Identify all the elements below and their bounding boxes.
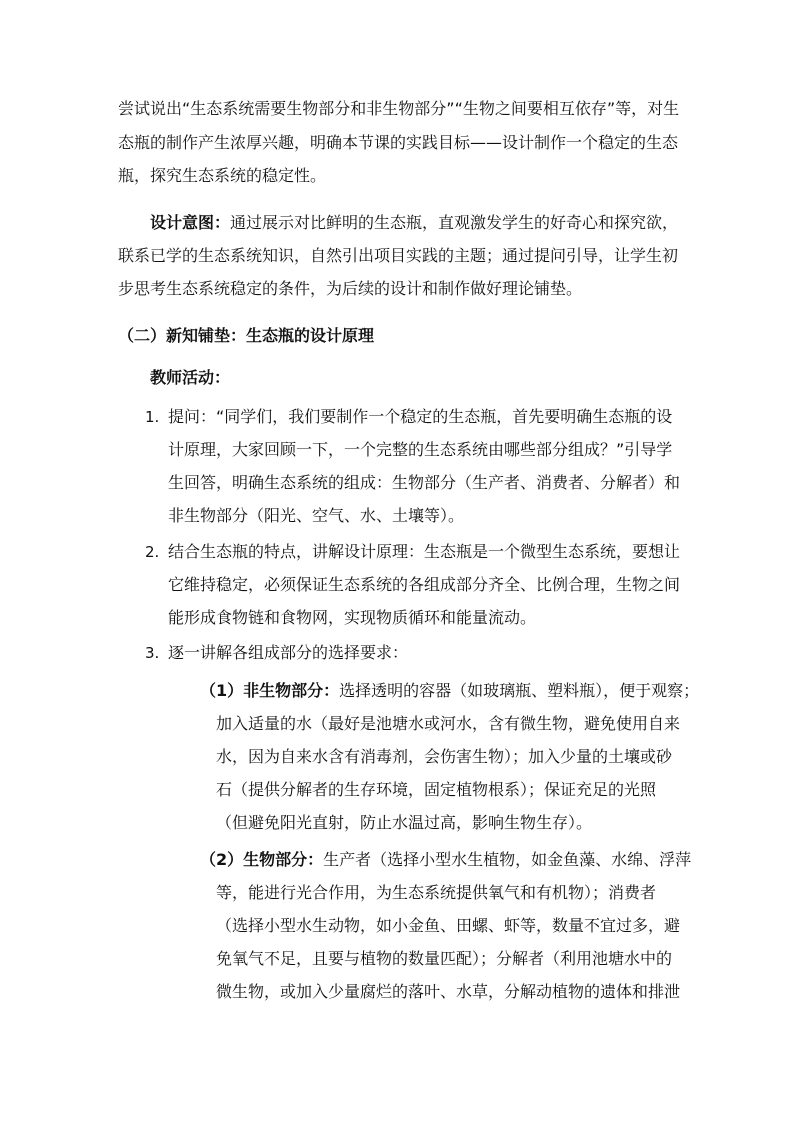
subitem-1-line-2: 加入适量的水（最好是池塘水或河水，含有微生物，避免使用自来 — [216, 714, 681, 733]
teacher-activity-label: 教师活动： — [150, 368, 231, 387]
subitem-2-label: （2）生物部分： — [200, 850, 324, 869]
item-1-line-2: 计原理，大家回顾一下，一个完整的生态系统由哪些部分组成？”引导学 — [168, 440, 673, 459]
intro-line-3: 瓶，探究生态系统的稳定性。 — [118, 166, 327, 185]
subitem-2-line-3: （选择小型水生动物，如小金鱼、田螺、虾等，数量不宜过多，避 — [216, 916, 681, 935]
subitem-1-label: （1）非生物部分： — [200, 681, 340, 700]
design-intent-line-3: 步思考生态系统稳定的条件，为后续的设计和制作做好理论铺垫。 — [118, 279, 583, 298]
item-2-line-1: 结合生态瓶的特点，讲解设计原理：生态瓶是一个微型生态系统，要想让 — [168, 542, 681, 561]
item-1-line-1: 提问：“同学们，我们要制作一个稳定的生态瓶，首先要明确生态瓶的设 — [168, 407, 673, 426]
subitem-2-line-5: 微生物，或加入少量腐烂的落叶、水草，分解动植物的遗体和排泄 — [216, 982, 681, 1001]
design-intent-text: 通过展示对比鲜明的生态瓶，直观激发学生的好奇心和探究欲， — [230, 213, 679, 232]
design-intent-line-2: 联系已学的生态系统知识，自然引出项目实践的主题；通过提问引导，让学生初 — [118, 246, 679, 265]
subitem-1-line-5: （但避免阳光直射，防止水温过高，影响生物生存）。 — [216, 813, 593, 832]
item-1-number: 1. — [145, 408, 160, 426]
subitem-2-line-1 — [200, 850, 691, 870]
subitem-1-line-4: 石（提供分解者的生存环境，固定植物根系）；保证充足的光照 — [216, 780, 657, 799]
subitem-1-line-3: 水，因为自来水含有消毒剂，会伤害生物）；加入少量的土壤或砂 — [216, 747, 673, 766]
item-2-line-2: 它维持稳定，必须保证生态系统的各组成部分齐全、比例合理，生物之间 — [168, 575, 681, 594]
subitem-2-text: 生产者（选择小型水生植物，如金鱼藻、水绵、浮萍 — [323, 850, 692, 869]
subitem-1-line-1 — [200, 681, 699, 701]
design-intent-line-1 — [150, 213, 678, 233]
section-heading: （二）新知铺垫：生态瓶的设计原理 — [118, 326, 375, 345]
item-1-line-4: 非生物部分（阳光、空气、水、土壤等）。 — [168, 506, 465, 525]
item-2-number: 2. — [145, 543, 160, 561]
subitem-2-line-4: 免氧气不足，且要与植物的数量匹配）；分解者（利用池塘水中的 — [216, 949, 673, 968]
item-3-number: 3. — [145, 644, 160, 662]
intro-line-2: 态瓶的制作产生浓厚兴趣，明确本节课的实践目标——设计制作一个稳定的生态 — [118, 133, 679, 152]
item-3-line-1: 逐一讲解各组成部分的选择要求： — [168, 643, 409, 662]
item-2-line-3: 能形成食物链和食物网，实现物质循环和能量流动。 — [168, 608, 537, 627]
item-1-line-3: 生回答，明确生态系统的组成：生物部分（生产者、消费者、分解者）和 — [168, 473, 681, 492]
intro-line-1: 尝试说出“生态系统需要生物部分和非生物部分”“生物之间要相互依存”等，对生 — [118, 99, 680, 118]
subitem-1-text: 选择透明的容器（如玻璃瓶、塑料瓶），便于观察； — [339, 681, 700, 700]
design-intent-label: 设计意图： — [150, 213, 231, 232]
subitem-2-line-2: 等，能进行光合作用，为生态系统提供氧气和有机物）；消费者 — [216, 883, 657, 902]
